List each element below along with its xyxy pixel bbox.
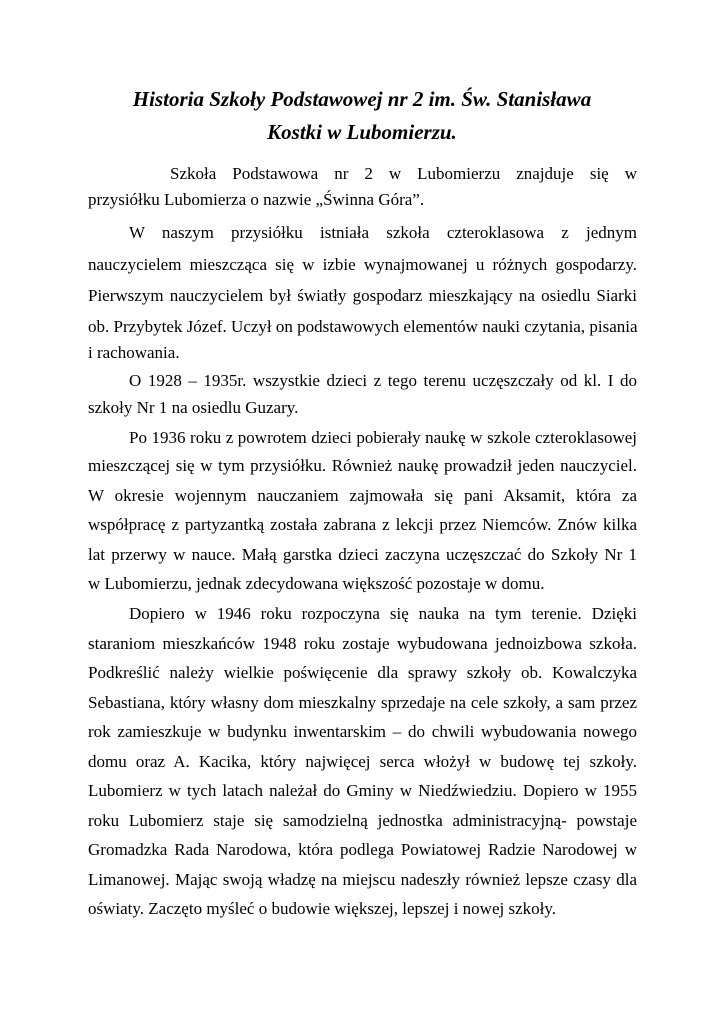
document-title-line-2: Kostki w Lubomierzu. bbox=[267, 120, 457, 144]
text-line: nauczycielem mieszcząca się w izbie wynajmowanej u różnych gospodarzy. bbox=[88, 255, 637, 274]
text-line: O 1928 – 1935r. wszystkie dzieci z tego terenu uczęszczały od kl. I do bbox=[129, 371, 637, 390]
text-line: przysiółku Lubomierza o nazwie „Świnna Góra”. bbox=[88, 190, 425, 209]
text-line: współpracę z partyzantką została zabrana z lekcji przez Niemców. Znów kilka bbox=[88, 515, 637, 534]
text-line: Szkoła Podstawowa nr 2 w Lubomierzu znajduje się w bbox=[170, 164, 637, 183]
text-line: Podkreślić należy wielkie poświęcenie dla sprawy szkoły ob. Kowalczyka bbox=[88, 663, 637, 682]
document-title-line-1: Historia Szkoły Podstawowej nr 2 im. Św. Stanisława bbox=[132, 87, 592, 111]
text-line: ob. Przybytek Józef. Uczył on podstawowych elementów nauki czytania, pisania bbox=[88, 317, 638, 336]
text-line: Dopiero w 1946 roku rozpoczyna się nauka na tym terenie. Dzięki bbox=[129, 604, 637, 623]
text-line: Gromadzka Rada Narodowa, która podlega Powiatowej Radzie Narodowej w bbox=[88, 840, 637, 859]
text-line: oświaty. Zaczęto myśleć o budowie większej, lepszej i nowej szkoły. bbox=[88, 899, 556, 918]
text-line: rok zamieszkuje w budynku inwentarskim – do chwili wybudowania nowego bbox=[88, 722, 637, 741]
text-line: W naszym przysiółku istniała szkoła czteroklasowa z jednym bbox=[129, 223, 637, 242]
text-line: lat przerwy w nauce. Małą garstka dzieci zaczyna uczęszczać do Szkoły Nr 1 bbox=[88, 545, 637, 564]
text-line: Limanowej. Mając swoją władzę na miejscu nadeszły również lepsze czasy dla bbox=[88, 870, 637, 889]
text-line: Po 1936 roku z powrotem dzieci pobierały naukę w szkole czteroklasowej bbox=[129, 428, 637, 447]
text-line: domu oraz A. Kacika, który najwięcej serca włożył w budowę tej szkoły. bbox=[88, 752, 637, 771]
text-line: szkoły Nr 1 na osiedlu Guzary. bbox=[88, 398, 299, 417]
text-line: Pierwszym nauczycielem był światły gospodarz mieszkający na osiedlu Siarki bbox=[88, 286, 637, 305]
text-line: Lubomierz w tych latach należał do Gminy w Niedźwiedziu. Dopiero w 1955 bbox=[88, 781, 637, 800]
text-line: mieszczącej się w tym przysiółku. Również naukę prowadził jeden nauczyciel. bbox=[88, 456, 637, 475]
text-line: W okresie wojennym nauczaniem zajmowała się pani Aksamit, która za bbox=[88, 486, 637, 505]
text-line: w Lubomierzu, jednak zdecydowana większość pozostaje w domu. bbox=[88, 574, 545, 593]
text-line: Sebastiana, który własny dom mieszkalny sprzedaje na cele szkoły, a sam przez bbox=[88, 693, 637, 712]
text-line: i rachowania. bbox=[88, 343, 180, 362]
text-line: roku Lubomierz staje się samodzielną jednostka administracyjną- powstaje bbox=[88, 811, 637, 830]
text-line: staraniom mieszkańców 1948 roku zostaje wybudowana jednoizbowa szkoła. bbox=[88, 634, 637, 653]
